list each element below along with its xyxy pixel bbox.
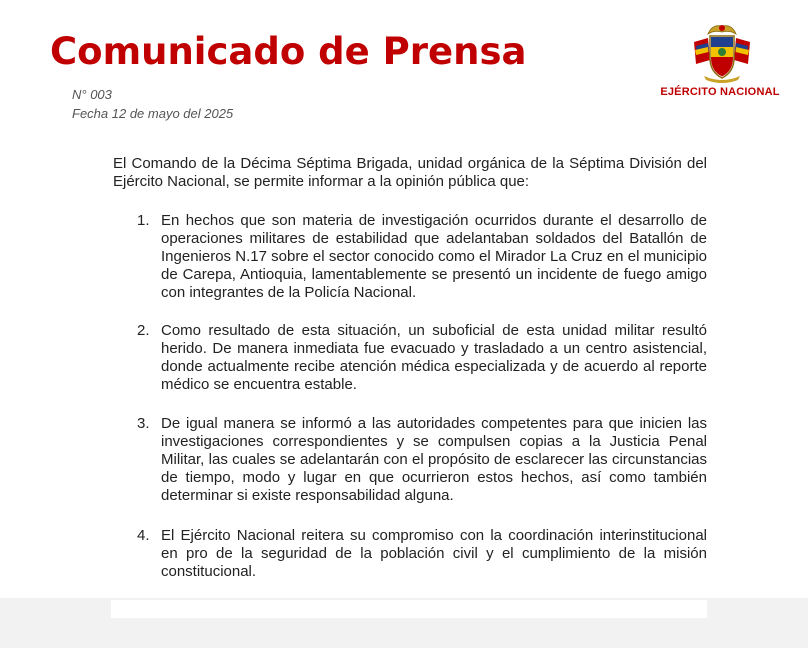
- army-logo-text: EJÉRCITO NACIONAL: [660, 86, 780, 98]
- page-title: Comunicado de Prensa: [50, 30, 527, 73]
- list-item-number: 2.: [137, 322, 150, 339]
- list-item-number: 4.: [137, 527, 150, 544]
- list-item-number: 3.: [137, 415, 150, 432]
- list-item-text: En hechos que son materia de investigación ocurridos durante el desarrollo de operaciones militares de estabilidad que adelantaban soldados del Batallón de Ingenieros N.17 sobre el sector conocido como el Mirador La Cruz en el municipio de Carepa, Antioquia, lamentablemente se presentó un incidente de fuego amigo con integrantes de la Policía Nacional.: [161, 212, 707, 301]
- page-bottom-strip: [111, 600, 707, 618]
- list-item-text: Como resultado de esta situación, un suboficial de esta unidad militar resultó herido. De manera inmediata fue evacuado y trasladado a un centro asistencial, donde actualmente recibe atención médica especializada y de acuerdo al reporte médico se encuentra estable.: [161, 322, 707, 393]
- communique-date: Fecha 12 de mayo del 2025: [72, 106, 234, 121]
- army-coat-of-arms-icon: [690, 20, 754, 84]
- intro-paragraph: El Comando de la Décima Séptima Brigada, unidad orgánica de la Séptima División del Ejército Nacional, se permite informar a la opinión pública que:: [113, 155, 707, 190]
- list-item-number: 1.: [137, 212, 150, 229]
- communique-number: N° 003: [72, 87, 112, 102]
- list-item-text: El Ejército Nacional reitera su compromiso con la coordinación interinstitucional en pro de la seguridad de la población civil y el cumplimiento de la misión constitucional.: [161, 527, 707, 580]
- list-item-text: De igual manera se informó a las autoridades competentes para que inicien las investigaciones correspondientes y se compulsen copias a la Justicia Penal Militar, las cuales se adelantarán con el propósito de esclarecer las circunstancias de tiempo, modo y lugar en que ocurrieron estos hechos, así como también determinar si existe responsabilidad alguna.: [161, 415, 707, 504]
